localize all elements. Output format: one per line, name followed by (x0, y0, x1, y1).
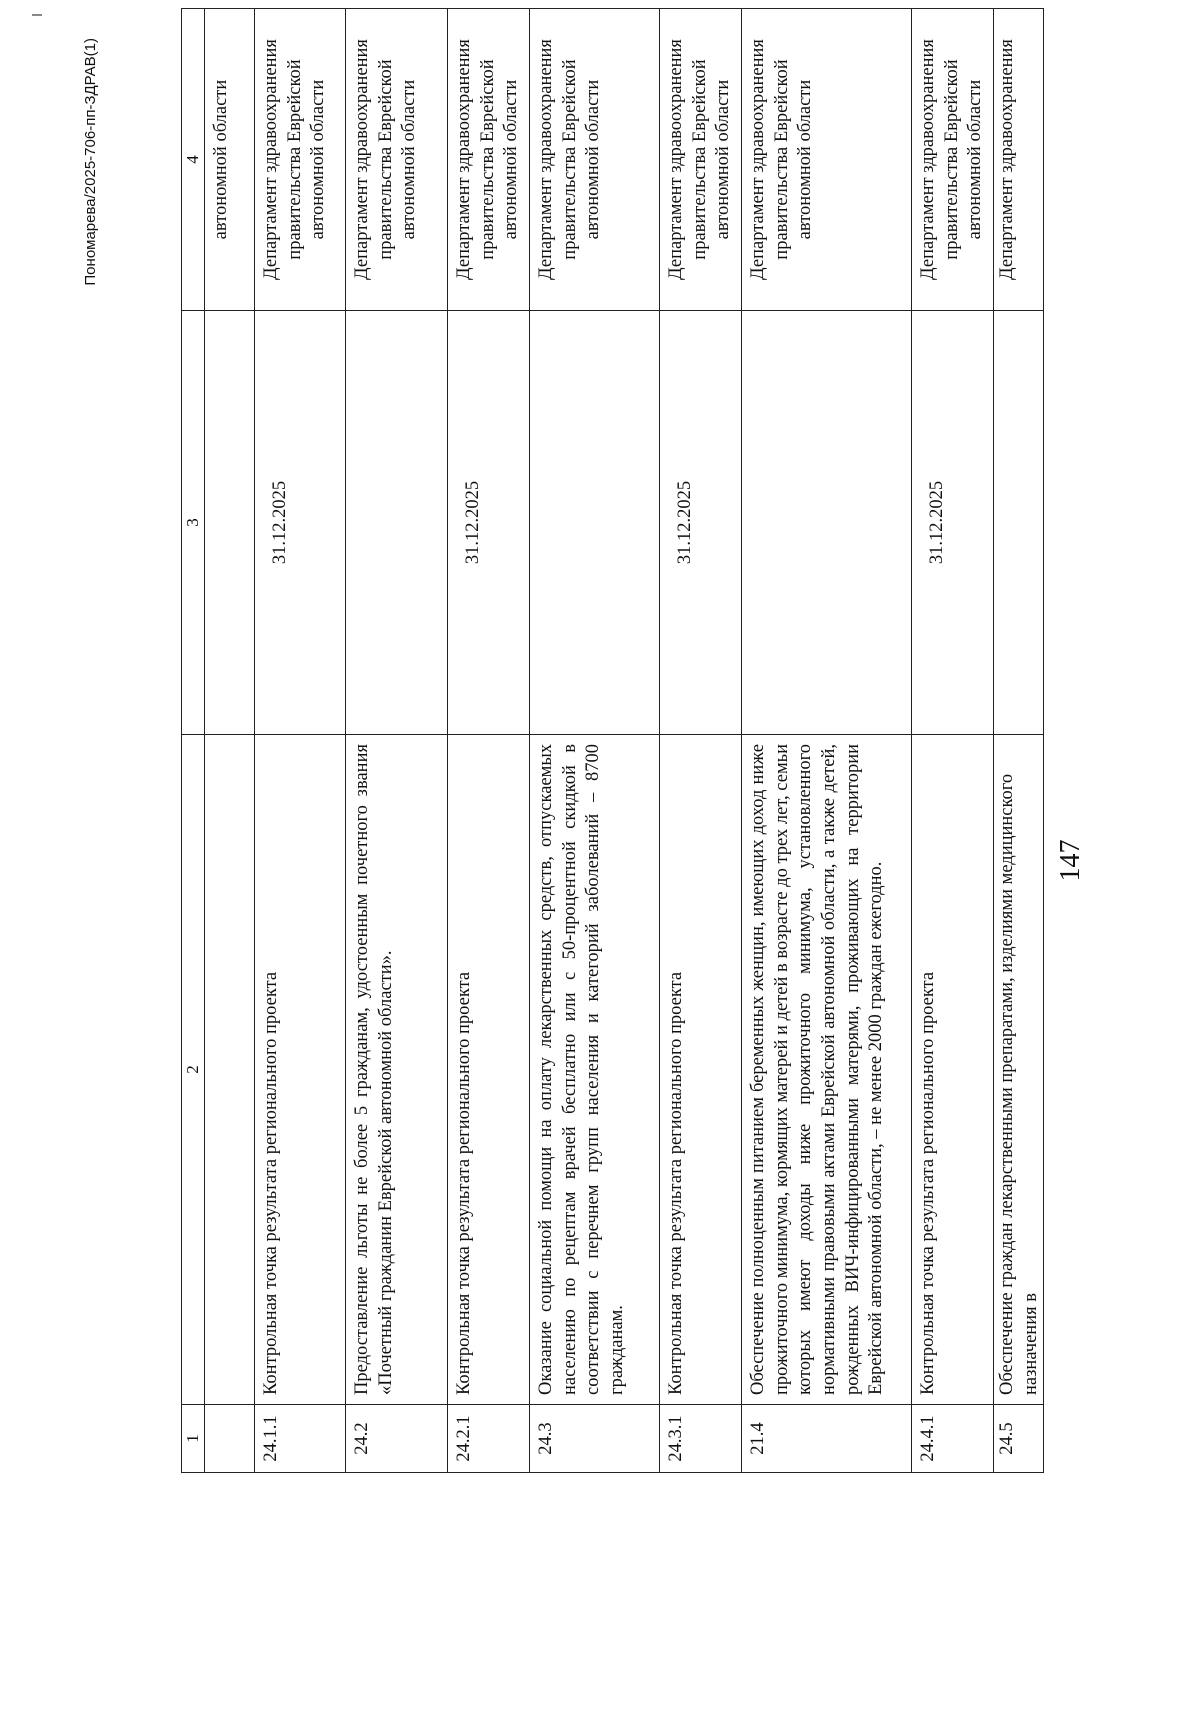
row-description: Предоставление льготы не более 5 гражданам, удостоенным почетного звания «Почетный гражданин Еврейской автономной области». (346, 735, 448, 1405)
continuation-row (205, 9, 255, 1473)
row-number: 21.4 (742, 1405, 912, 1473)
row-number: 24.2 (346, 1405, 448, 1473)
table-row (912, 9, 994, 1473)
table-row (660, 9, 742, 1473)
header-cell-1: 1 (182, 1405, 205, 1473)
row-number: 24.3 (530, 1405, 660, 1473)
row-date (742, 311, 912, 735)
row-responsible: Департамент здравоохранения правительства Еврейской автономной области (530, 9, 660, 311)
row-number: 24.4.1 (912, 1405, 994, 1473)
row-description: Контрольная точка результата регионального проекта (448, 735, 530, 1405)
row-description: Обеспечение полноценным питанием беременных женщин, имеющих доход ниже прожиточного минимума, кормящих матерей и детей в возрасте до трех лет, семьи которых имеют доходы ниже прожиточного минимума, установленного нормативными правовыми актами Еврейской автономной области, а также детей, рожденных ВИЧ-инфицированными матерями, проживающих на территории Еврейской автономной области, – не менее 2000 граждан ежегодно. (742, 735, 912, 1405)
row-date (530, 311, 660, 735)
row-responsible: Департамент здравоохранения правительства Еврейской автономной области (255, 9, 346, 311)
row-date: 31.12.2025 (448, 311, 530, 735)
table-row (346, 9, 448, 1473)
row-description: Контрольная точка результата регионального проекта (255, 735, 346, 1405)
continuation-cell-2 (205, 735, 255, 1405)
row-responsible: Департамент здравоохранения правительства Еврейской автономной области (346, 9, 448, 311)
document-reference: Пономарева/2025-706-пп-ЗДРАВ(1) (82, 38, 99, 286)
row-number: 24.1.1 (255, 1405, 346, 1473)
table-row (530, 9, 660, 1473)
row-responsible: Департамент здравоохранения правительства Еврейской автономной области (448, 9, 530, 311)
document-table (181, 8, 1044, 1473)
continuation-cell-3 (205, 311, 255, 735)
scan-edge-mark (32, 14, 42, 16)
continuation-cell-1 (205, 1405, 255, 1473)
row-description: Оказание социальной помощи на оплату лекарственных средств, отпускаемых населению по рецептам врачей бесплатно или с 50-процентной скидкой в соответствии с перечнем групп населения и категорий заболеваний – 8700 гражданам. (530, 735, 660, 1405)
table-row (255, 9, 346, 1473)
row-date: 31.12.2025 (912, 311, 994, 735)
row-number: 24.3.1 (660, 1405, 742, 1473)
row-description: Обеспечение граждан лекарственными препаратами, изделиями медицинского назначения в (994, 735, 1044, 1405)
row-description: Контрольная точка результата регионального проекта (912, 735, 994, 1405)
page-number: 147 (1055, 839, 1086, 882)
row-date (994, 311, 1044, 735)
header-cell-4: 4 (182, 9, 205, 311)
row-responsible: Департамент здравоохранения правительства Еврейской автономной области (912, 9, 994, 311)
continuation-responsible: автономной области (205, 9, 255, 311)
row-responsible: Департамент здравоохранения правительства Еврейской автономной области (660, 9, 742, 311)
table-row (448, 9, 530, 1473)
header-cell-3: 3 (182, 311, 205, 735)
row-date: 31.12.2025 (255, 311, 346, 735)
row-date (346, 311, 448, 735)
table-row (994, 9, 1044, 1473)
row-description: Контрольная точка результата регионального проекта (660, 735, 742, 1405)
header-cell-2: 2 (182, 735, 205, 1405)
table-header-row (182, 9, 205, 1473)
row-number: 24.2.1 (448, 1405, 530, 1473)
row-date: 31.12.2025 (660, 311, 742, 735)
row-number: 24.5 (994, 1405, 1044, 1473)
row-responsible: Департамент здравоохранения правительства Еврейской автономной области (742, 9, 912, 311)
table-row (742, 9, 912, 1473)
row-responsible: Департамент здравоохранения (994, 9, 1044, 311)
